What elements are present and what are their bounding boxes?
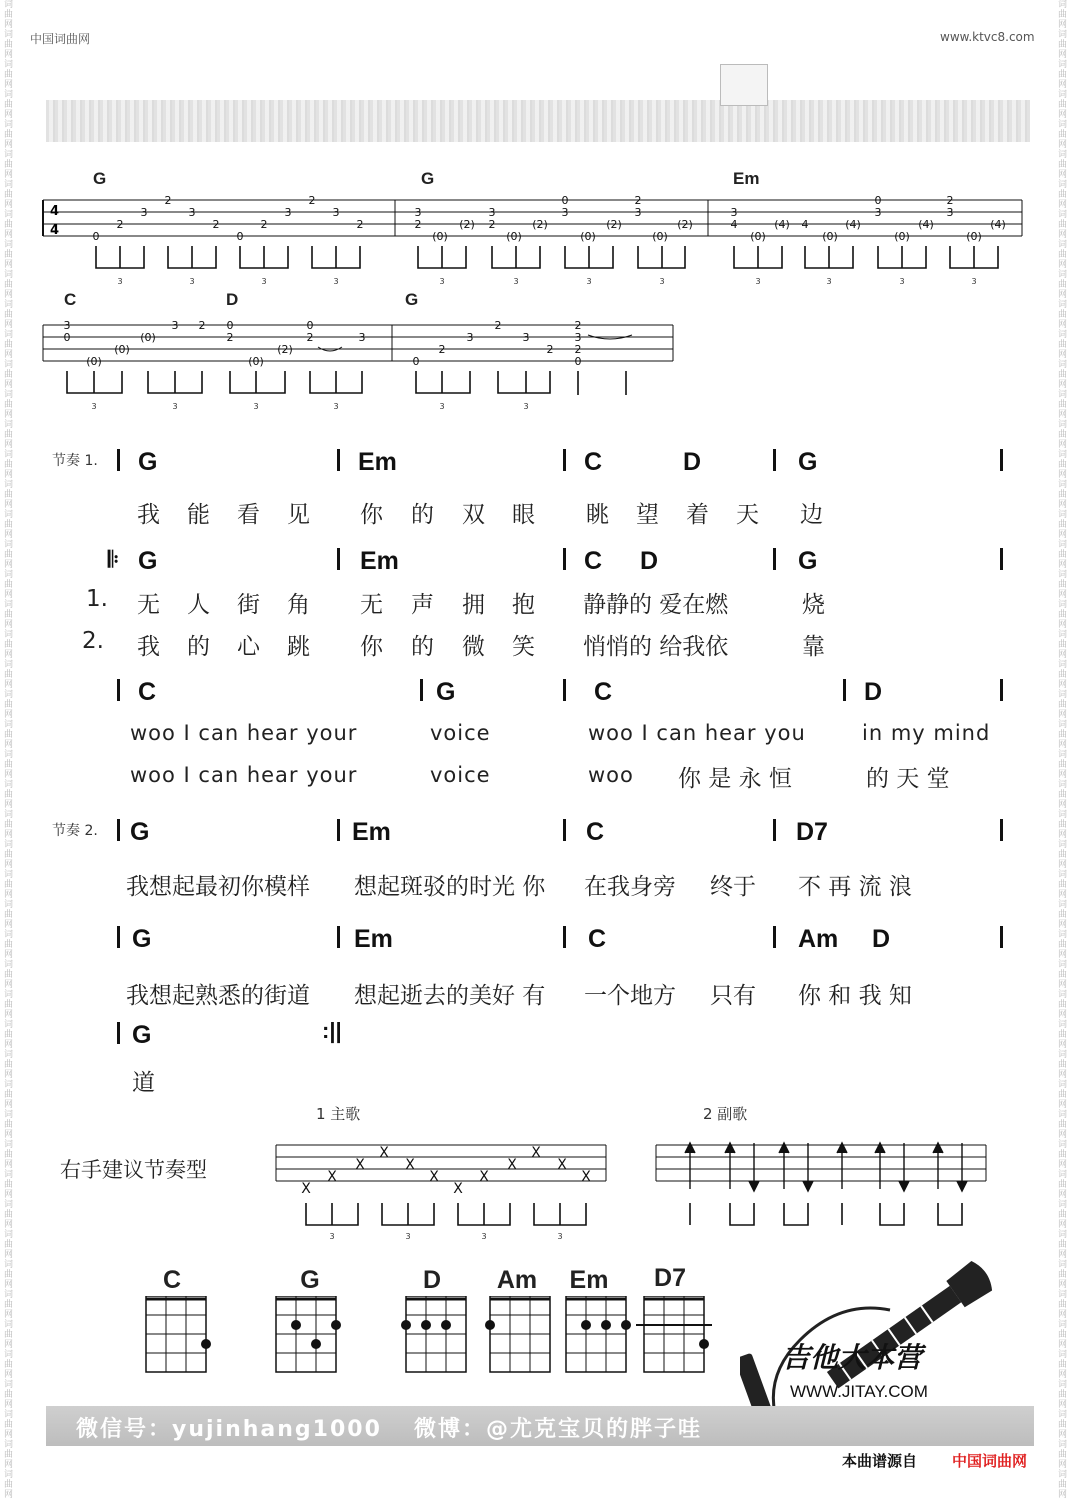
svg-text:2: 2	[260, 218, 268, 231]
svg-text:3: 3	[488, 206, 496, 219]
svg-text:0: 0	[412, 355, 420, 368]
chord-diagram-name: Am	[496, 1266, 538, 1294]
svg-text:(4): (4)	[918, 218, 934, 231]
svg-text:2: 2	[634, 194, 642, 207]
svg-text:0: 0	[574, 355, 582, 368]
repeat-end-sign: :||	[322, 1018, 342, 1043]
svg-text:0: 0	[561, 194, 569, 207]
svg-text:(0): (0)	[114, 343, 130, 356]
lyric-phrase: 我想起最初你模样	[126, 874, 310, 900]
bar-line	[773, 548, 776, 570]
bar-line	[563, 548, 566, 570]
svg-text:(0): (0)	[432, 230, 448, 243]
lyric-english: voice	[430, 721, 491, 745]
chord-label: G	[798, 547, 818, 575]
svg-text:(0): (0)	[652, 230, 668, 243]
svg-text:3: 3	[91, 402, 97, 411]
tab-chord: D	[226, 290, 239, 309]
bar-line	[117, 449, 120, 471]
lyric-char: 无	[137, 592, 160, 618]
chord-label: D	[640, 547, 659, 575]
svg-text:3: 3	[189, 277, 195, 286]
svg-text:3: 3	[253, 402, 259, 411]
svg-text:(0): (0)	[86, 355, 102, 368]
right-side-watermark: 词曲网词曲网词曲网词曲网词曲网词曲网词曲网词曲网词曲网词曲网词曲网词曲网词曲网词曲网词曲网词曲网词曲网词曲网词曲网词曲网词曲网词曲网词曲网词曲网词曲网词曲网词曲网词曲网词曲网词曲网词曲网词曲网词曲网词曲网词曲网词曲网词曲网词曲网词曲网词曲网词曲网词曲网词曲网词曲网词曲网词曲网词曲网词曲网词曲网词曲网	[1058, 0, 1068, 1498]
svg-text:3: 3	[140, 206, 148, 219]
lyric-english: woo	[588, 763, 634, 787]
lyric-char: 拥	[462, 592, 485, 618]
lyric-char: 靠	[802, 634, 825, 660]
svg-text:(0): (0)	[822, 230, 838, 243]
bar-line	[117, 1022, 120, 1044]
bar-line	[1000, 449, 1003, 471]
svg-text:(0): (0)	[506, 230, 522, 243]
lyric-phrase: 你 是 永 恒	[678, 766, 792, 792]
chord-diagrams	[140, 1296, 740, 1376]
chord-label: G	[798, 448, 818, 476]
svg-text:4: 4	[730, 218, 738, 231]
verse-number: 1.	[86, 586, 108, 612]
strum-pattern2-label: 2 副歌	[703, 1105, 748, 1123]
svg-text:X: X	[405, 1157, 415, 1173]
lyric-char: 笑	[512, 634, 535, 660]
lyric-char: 能	[187, 502, 210, 528]
lyric-char: 心	[237, 634, 260, 660]
bar-line	[337, 819, 340, 841]
svg-text:(0): (0)	[966, 230, 982, 243]
lyric-char: 微	[462, 634, 485, 660]
site-name-left: 中国词曲网	[30, 32, 91, 46]
lyric-char: 的	[411, 502, 434, 528]
svg-text:(2): (2)	[606, 218, 622, 231]
lyric-phrase: 一个地方	[584, 983, 676, 1009]
chord-label: Em	[358, 448, 397, 476]
chord-label: Em	[352, 818, 391, 846]
svg-text:3: 3	[439, 277, 445, 286]
chord-label: Am	[798, 925, 839, 953]
svg-text:3: 3	[899, 277, 905, 286]
svg-text:(0): (0)	[894, 230, 910, 243]
svg-text:3: 3	[730, 206, 738, 219]
lyric-char: 烧	[802, 592, 825, 618]
svg-text:X: X	[327, 1169, 337, 1185]
svg-text:3: 3	[513, 277, 519, 286]
tab-chord: G	[405, 290, 419, 309]
chord-label: C	[588, 925, 607, 953]
chord-label: G	[132, 1021, 152, 1049]
svg-text:3: 3	[414, 206, 422, 219]
svg-text:3: 3	[826, 277, 832, 286]
lyric-phrase: 在我身旁	[584, 874, 676, 900]
tab-staff-row2	[40, 315, 680, 415]
svg-text:3: 3	[634, 206, 642, 219]
lyric-phrase: 你 和 我 知	[798, 983, 912, 1009]
svg-text:3: 3	[188, 206, 196, 219]
tab-staff-row1	[40, 190, 1030, 290]
svg-text:(4): (4)	[990, 218, 1006, 231]
svg-text:2: 2	[356, 218, 364, 231]
chord-label: G	[138, 547, 158, 575]
svg-text:X: X	[429, 1169, 439, 1185]
chord-diagram-name: D7	[654, 1264, 686, 1292]
chord-label: D	[683, 448, 702, 476]
lyric-phrase: 想起逝去的美好 有	[354, 983, 546, 1009]
tab-chord: Em	[733, 169, 760, 188]
svg-text:2: 2	[946, 194, 954, 207]
tab-chord: G	[93, 169, 107, 188]
chord-diagram-name: D	[422, 1266, 442, 1294]
chord-diagram-d7	[636, 1296, 712, 1372]
lyric-char: 无	[360, 592, 383, 618]
rhythm-label: 节奏 1.	[52, 453, 98, 469]
svg-text:2: 2	[414, 218, 422, 231]
strum-pattern2	[652, 1135, 992, 1235]
lyric-char: 双	[462, 502, 485, 528]
chord-diagram-name: C	[162, 1266, 182, 1294]
svg-text:3: 3	[659, 277, 665, 286]
lyric-char: 抱	[512, 592, 535, 618]
lyric-english: woo I can hear you	[588, 721, 806, 745]
bar-line	[563, 449, 566, 471]
lyric-char: 边	[800, 502, 823, 528]
chord-diagram-name: Em	[569, 1266, 609, 1294]
svg-text:3: 3	[466, 331, 474, 344]
chord-label: G	[436, 678, 456, 706]
bar-line	[773, 449, 776, 471]
svg-text:(2): (2)	[459, 218, 475, 231]
svg-text:0: 0	[874, 194, 882, 207]
lyric-char: 眺	[586, 502, 609, 528]
bar-line	[117, 819, 120, 841]
chord-label: Em	[360, 547, 399, 575]
svg-text:X: X	[479, 1169, 489, 1185]
lyric-char: 天	[736, 502, 759, 528]
svg-text:4: 4	[801, 218, 809, 231]
svg-text:0: 0	[63, 331, 71, 344]
svg-text:0: 0	[236, 230, 244, 243]
title-banner-image	[46, 100, 1030, 142]
chord-label: Em	[354, 925, 393, 953]
lyric-english: in my mind	[862, 721, 991, 745]
svg-text:3: 3	[522, 331, 530, 344]
svg-text:3: 3	[523, 402, 529, 411]
svg-text:(2): (2)	[532, 218, 548, 231]
bar-line	[117, 679, 120, 701]
svg-text:X: X	[531, 1145, 541, 1161]
lyric-char: 眼	[512, 502, 535, 528]
lyric-phrase: 不 再 流 浪	[798, 874, 912, 900]
svg-text:2: 2	[574, 343, 582, 356]
repeat-start-sign: 𝄆	[108, 547, 119, 572]
lyric-char: 跳	[287, 634, 310, 660]
svg-text:2: 2	[306, 331, 314, 344]
lyric-char: 的	[411, 634, 434, 660]
lyric-char: 人	[187, 592, 210, 618]
time-signature-bottom: 4	[50, 223, 60, 238]
svg-text:(4): (4)	[774, 218, 790, 231]
chord-diagram-em	[566, 1296, 631, 1372]
bar-line	[1000, 926, 1003, 948]
bar-line	[117, 926, 120, 948]
svg-text:3: 3	[333, 277, 339, 286]
svg-text:2: 2	[116, 218, 124, 231]
svg-text:3: 3	[586, 277, 592, 286]
chord-label: D7	[796, 818, 828, 846]
chord-diagram-g	[276, 1296, 341, 1372]
svg-text:3: 3	[557, 1232, 563, 1241]
bar-line	[563, 926, 566, 948]
bar-line	[420, 679, 423, 701]
svg-text:3: 3	[261, 277, 267, 286]
svg-text:X: X	[557, 1157, 567, 1173]
svg-text:(0): (0)	[750, 230, 766, 243]
svg-text:X: X	[507, 1157, 517, 1173]
svg-text:3: 3	[755, 277, 761, 286]
lyric-phrase: 只有	[710, 983, 756, 1009]
logo-name: 吉他大本营	[782, 1341, 923, 1374]
triplet-mark: 3	[329, 1232, 335, 1241]
chord-label: C	[584, 448, 603, 476]
svg-text:2: 2	[546, 343, 554, 356]
bar-line	[337, 926, 340, 948]
lyric-char: 我	[137, 634, 160, 660]
lyric-char: 你	[360, 634, 383, 660]
lyric-phrase: 的 天 堂	[866, 766, 950, 792]
source-label: 本曲谱源自	[842, 1452, 918, 1470]
svg-text:3: 3	[481, 1232, 487, 1241]
svg-text:2: 2	[574, 319, 582, 332]
tab-chord: G	[421, 169, 435, 188]
svg-text:X: X	[453, 1181, 463, 1197]
svg-text:3: 3	[117, 277, 123, 286]
lyric-phrase: 静静的 爱在燃	[583, 592, 729, 618]
svg-text:2: 2	[494, 319, 502, 332]
chord-label: G	[130, 818, 150, 846]
svg-text:3: 3	[946, 206, 954, 219]
svg-text:0: 0	[92, 230, 100, 243]
logo-url: WWW.JITAY.COM	[790, 1382, 928, 1401]
lyric-english: woo I can hear your	[130, 763, 358, 787]
lyric-phrase: 终于	[710, 874, 756, 900]
bar-line	[1000, 679, 1003, 701]
lyric-char: 街	[237, 592, 260, 618]
svg-text:(2): (2)	[677, 218, 693, 231]
chord-label: D	[872, 925, 891, 953]
svg-text:2: 2	[438, 343, 446, 356]
lyric-char: 你	[360, 502, 383, 528]
lyric-char: 的	[187, 634, 210, 660]
lyric-char: 见	[287, 502, 310, 528]
svg-text:3: 3	[405, 1232, 411, 1241]
svg-text:3: 3	[574, 331, 582, 344]
svg-text:2: 2	[212, 218, 220, 231]
chord-label: G	[138, 448, 158, 476]
chord-diagram-am	[485, 1296, 550, 1372]
svg-text:X: X	[379, 1145, 389, 1161]
svg-text:(0): (0)	[580, 230, 596, 243]
svg-text:2: 2	[308, 194, 316, 207]
lyric-char: 声	[411, 592, 434, 618]
lyric-char: 道	[132, 1070, 155, 1096]
svg-text:3: 3	[561, 206, 569, 219]
svg-text:3: 3	[171, 319, 179, 332]
lyric-char: 角	[287, 592, 310, 618]
svg-text:(4): (4)	[845, 218, 861, 231]
svg-text:3: 3	[284, 206, 292, 219]
svg-text:3: 3	[971, 277, 977, 286]
svg-text:X: X	[581, 1169, 591, 1185]
verse-number: 2.	[82, 628, 104, 654]
svg-text:3: 3	[439, 402, 445, 411]
bar-line	[563, 819, 566, 841]
bar-line	[563, 679, 566, 701]
lyric-english: voice	[430, 763, 491, 787]
svg-text:2: 2	[164, 194, 172, 207]
bar-line	[337, 449, 340, 471]
lyric-phrase: 我想起熟悉的街道	[126, 983, 310, 1009]
svg-text:(0): (0)	[140, 331, 156, 344]
chord-label: D	[864, 678, 883, 706]
banner-ukulele-thumbnail	[720, 64, 768, 106]
chord-label: C	[138, 678, 157, 706]
lyric-english: woo I can hear your	[130, 721, 358, 745]
svg-text:3: 3	[332, 206, 340, 219]
svg-text:0: 0	[226, 319, 234, 332]
chord-diagram-d	[401, 1296, 466, 1372]
svg-text:X: X	[355, 1157, 365, 1173]
lyric-char: 看	[237, 502, 260, 528]
svg-text:3: 3	[333, 402, 339, 411]
svg-text:3: 3	[358, 331, 366, 344]
lyric-char: 我	[137, 502, 160, 528]
bar-line	[337, 548, 340, 570]
svg-text:(2): (2)	[277, 343, 293, 356]
tab-chord: C	[64, 290, 77, 309]
svg-text:3: 3	[172, 402, 178, 411]
left-side-watermark: 词曲网词曲网词曲网词曲网词曲网词曲网词曲网词曲网词曲网词曲网词曲网词曲网词曲网词曲网词曲网词曲网词曲网词曲网词曲网词曲网词曲网词曲网词曲网词曲网词曲网词曲网词曲网词曲网词曲网词曲网词曲网词曲网词曲网词曲网词曲网词曲网词曲网词曲网词曲网词曲网词曲网词曲网词曲网词曲网词曲网词曲网词曲网词曲网词曲网词曲网	[4, 0, 14, 1498]
bar-line	[843, 679, 846, 701]
bar-line	[773, 926, 776, 948]
site-url-right: www.ktvc8.com	[940, 30, 1035, 44]
svg-text:2: 2	[488, 218, 496, 231]
lyric-char: 望	[636, 502, 659, 528]
bar-line	[1000, 548, 1003, 570]
strum-pattern1-label: 1 主歌	[316, 1105, 361, 1123]
strum-pattern-title: 右手建议节奏型	[60, 1158, 207, 1182]
lyric-char: 着	[686, 502, 709, 528]
footer-weibo: 微博：@尤克宝贝的胖子哇	[414, 1417, 703, 1442]
lyric-phrase: 想起斑驳的时光 你	[354, 874, 546, 900]
svg-text:3: 3	[874, 206, 882, 219]
chord-label: G	[132, 925, 152, 953]
source-site-link[interactable]: 中国词曲网	[952, 1452, 1028, 1470]
chord-diagram-c	[146, 1296, 211, 1372]
svg-text:(0): (0)	[248, 355, 264, 368]
chord-label: C	[584, 547, 603, 575]
chord-label: C	[594, 678, 613, 706]
time-signature-top: 4	[50, 204, 60, 219]
lyric-phrase: 悄悄的 给我依	[583, 634, 729, 660]
chord-diagram-name: G	[300, 1266, 320, 1294]
svg-text:0: 0	[306, 319, 314, 332]
chord-label: C	[586, 818, 605, 846]
bar-line	[773, 819, 776, 841]
strum-pattern1	[272, 1135, 612, 1245]
svg-text:X: X	[301, 1181, 311, 1197]
footer-wechat: 微信号：yujinhang1000	[76, 1417, 382, 1442]
bar-line	[1000, 819, 1003, 841]
svg-text:3: 3	[63, 319, 71, 332]
rhythm-label: 节奏 2.	[52, 823, 98, 839]
svg-text:2: 2	[226, 331, 234, 344]
svg-text:2: 2	[198, 319, 206, 332]
